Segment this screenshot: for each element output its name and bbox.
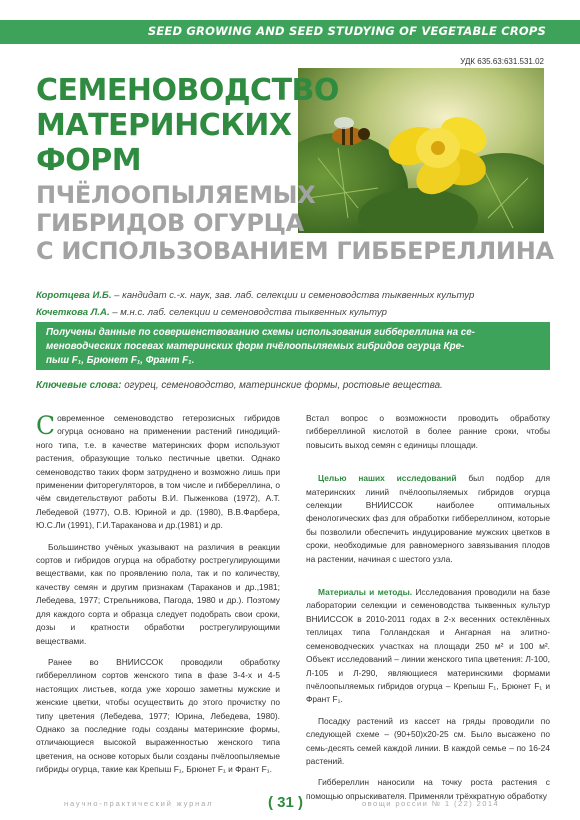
title-line-4: ПЧЁЛООПЫЛЯЕМЫХ (36, 181, 316, 209)
methods-heading: Материалы и методы. (318, 587, 413, 598)
paragraph-2: Большинство учёных указывают на различия в реакции сортов и гибридов огурца на обработку рострегулирующими веществами, как по проявлению пола, так и по количеству, качеству семян и другим признакам (Тараканов и др.,1981; Лебедева, 1977; Стрельникова, Пагода, 1980 и др.). Поэтому для каждого сорта и образца следует подобрать свои сроки, дозы и кратности обработки рострегулирующими веществами. (36, 541, 280, 646)
title-line-6: С ИСПОЛЬЗОВАНИЕМ ГИББЕРЕЛЛИНА (36, 237, 554, 265)
keywords-text: огурец, семеноводство, материнские формы, ростовые вещества. (121, 380, 443, 391)
abstract-box (36, 322, 550, 370)
header-band (0, 20, 580, 44)
drop-cap: С (36, 411, 56, 440)
paragraph-r5: Гиббереллин наносили на точку роста растения с помощью опрыскивателя. Применяли трёхкратную обработку (306, 777, 550, 801)
author-2-desc: – м.н.с. лаб. селекции и семеноводства тыквенных культур (109, 307, 387, 318)
footer-journal: научно-практический журнал (64, 799, 214, 808)
udk-code: УДК 635.63:631.531.02 (460, 57, 544, 66)
title-line-3: ФОРМ (36, 143, 142, 178)
title-line-5: ГИБРИДОВ ОГУРЦА (36, 209, 304, 237)
footer-issue: овощи россии № 1 (22) 2014 (362, 799, 500, 808)
aim-heading: Целью наших исследований (318, 473, 457, 484)
keywords (36, 380, 443, 391)
authors (36, 287, 474, 321)
body-column-right (306, 412, 550, 811)
keywords-label: Ключевые слова: (36, 380, 122, 391)
section-title: SEED GROWING AND SEED STUDYING OF VEGETABLE CROPS (147, 24, 546, 38)
paragraph-r2 (306, 472, 550, 566)
abstract-line-3: пыш F₁, Брюнет F₁, Франт F₁. (46, 355, 195, 366)
abstract-line-1: Получены данные по совершенствованию схемы использования гиббереллина на се- (46, 327, 475, 338)
author-2 (36, 304, 474, 321)
title-line-1: СЕМЕНОВОДСТВО (36, 73, 339, 108)
author-1-name: Коротцева И.Б. (36, 290, 112, 301)
abstract-line-2: меноводческих посевах материнских форм пчёлоопыляемых гибридов огурца Кре- (46, 341, 465, 352)
paragraph-r1: Встал вопрос о возможности проводить обработку гиббереллиной кислотой в более ранние сроки, чтобы повысить выход семян с единицы площади. (306, 413, 550, 450)
page-footer (0, 794, 580, 814)
author-1-desc: – кандидат с.-х. наук, зав. лаб. селекции и семеноводства тыквенных культур (111, 290, 475, 301)
paragraph-r3-text: Исследования проводили на базе лаборатории селекции и семеноводства тыквенных культур ВНИИССОК в 2010-2011 годах в 2-х весенних остеклённых теплицах типа Голландская и Ангарная на элитно-семеноводческих участках на площади 250 м² и 100 м². Объект исследований – линии женского типа цветения: Л-100, Л-105 и Л-290, являющиеся материнскими формами пчёлоопыляемых гибридов огурца – Крепыш F₁, Брюнет F₁ и Франт F₁. (306, 587, 550, 705)
paragraph-r3 (306, 586, 550, 707)
paragraph-3: Ранее во ВНИИССОК проводили обработку гиббереллином сортов женского типа в фазе 3-4-х и 4-5 настоящих листьев, когда уже хорошо заметны мужские и женские цветки, чтобы осуществить до этого прочистку по типу цветения (Лебедева, 1977; Юрина, Лебедева, 1980). Однако за последние годы созданы материнские формы, отличающиеся высокой выраженностью женского типа цветения, на основе которых были созданы пчёлоопыляемые гибриды огурца, такие как Крепыш F₁, Брюнет F₁ и Франт F₁. (36, 656, 280, 775)
author-1 (36, 287, 474, 304)
paragraph-r4: Посадку растений из кассет на гряды проводили по следующей схеме – (90+50)х20-25 см. Было высажено по семь-десять семей каждой линии. В каждой семье – по 16-24 растений. (306, 715, 550, 766)
title-line-2: МАТЕРИНСКИХ (36, 108, 292, 143)
paragraph-1 (36, 412, 280, 533)
paragraph-r2-text: был подбор для материнских линий пчёлоопыляемых гибридов огурца селекции ВНИИССОК наиболее оптимальных фенологических фаз для обработки гиббереллином, которые бы позволили обеспечить индуцирование мужских цветков в сроки, необходимые для равномерного завязывания плодов на растении, начиная с шестого узла. (306, 473, 550, 564)
body-column-left (36, 412, 280, 785)
paragraph-1-text: овременное семеноводство гетерозисных гибридов огурца основано на применении растений гинодицийного типа, т.е. в качестве материнских форм используют растения, образующие только пестичные цветки. Однако семеноводство таких форм затруднено и возможно лишь при применении фиторегуляторов, в том числе и гиббереллина, о чём свидетельствуют работы В.И. Пыженкова (1972), А.Т. Лебедевой (1977), О.В. Юриной и др. (1980), В.В.Фарбера, Ю.С.Ли (1991), Г.И.Тараканова и др.(1981) и др. (36, 413, 280, 531)
page-number: ( 31 ) (268, 794, 304, 811)
author-2-name: Кочеткова Л.А. (36, 307, 110, 318)
